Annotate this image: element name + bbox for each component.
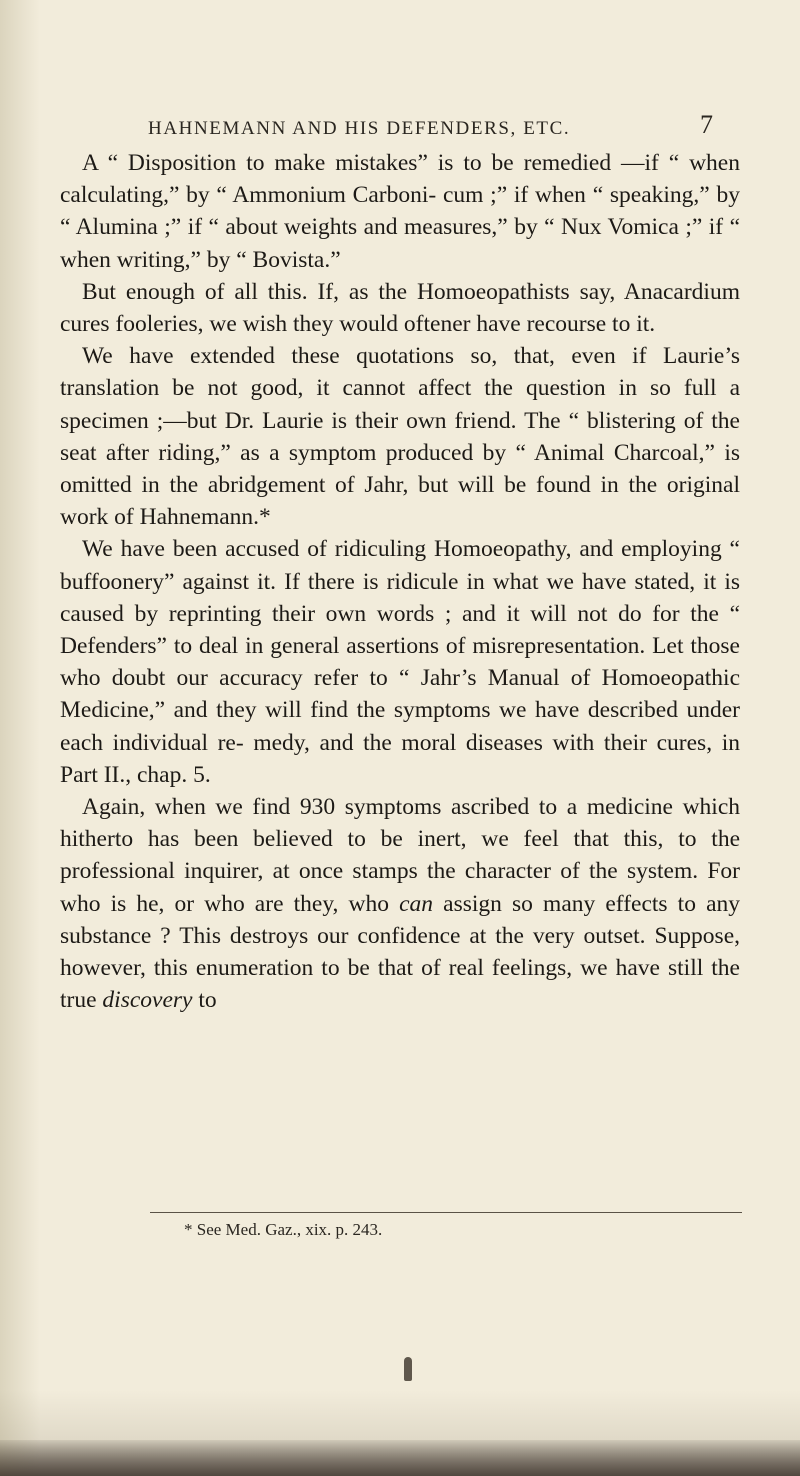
paragraph-symptoms-part2: assign so many effects to any substance ? This destroys our confidence at the very outset. Suppose, however, this enumeration to be that of real feelings, we have still the true [60,890,740,1014]
page-bottom-edge [0,1440,800,1476]
paragraph-disposition: A “ Disposition to make mistakes” is to be remedied —if “ when calculating,” by “ Ammonium Carboni- cum ;” if when “ speaking,” by “ Alumina ;” if “ about weights and measures,” by “ Nux Vomica ;” if “ when writing,” by “ Bovista.” [60,150,740,273]
footnote-divider [150,1212,742,1213]
page-number: 7 [700,110,713,139]
paragraph-symptoms-part3: to [192,987,217,1014]
ink-blot-mark [404,1357,412,1381]
italic-can: can [399,890,434,917]
paragraph-anacardium: But enough of all this. If, as the Homoeopathists say, Anacardium cures fooleries, we wish they would oftener have recourse to it. [60,278,740,338]
paragraph-symptoms [60,791,740,1016]
paragraph-quotations: We have extended these quotations so, that, even if Laurie’s translation be not good, it cannot affect the question in so full a specimen ;—but Dr. Laurie is their own friend. The “ blistering of the seat after riding,” as a symptom produced by “ Animal Charcoal,” is omitted in the abridgement of Jahr, but will be found in the original work of Hahnemann.* [60,343,740,531]
paragraph-ridicule: We have been accused of ridiculing Homoeopathy, and employing “ buffoonery” against it. If there is ridicule in what we have stated, it is caused by reprinting their own words ; and it will not do for the “ Defenders” to deal in general assertions of misrepresentation. Let those who doubt our accuracy refer to “ Jahr’s Manual of Homoeopathic Medicine,” and they will find the symptoms we have described under each individual re- medy, and the moral diseases with their cures, in Part II., chap. 5. [60,536,740,788]
paragraph-symptoms-part1: Again, when we find 930 symptoms ascribed to a medicine which hitherto has been believed to be inert, we feel that this, to the professional inquirer, at once stamps the character of the system. For who is he, or who are they, who [60,794,740,917]
body-text [60,147,740,1016]
footnote: * See Med. Gaz., xix. p. 243. [184,1220,383,1239]
italic-discovery: discovery [102,987,193,1014]
running-title: HAHNEMANN AND HIS DEFENDERS, ETC. [148,118,571,139]
